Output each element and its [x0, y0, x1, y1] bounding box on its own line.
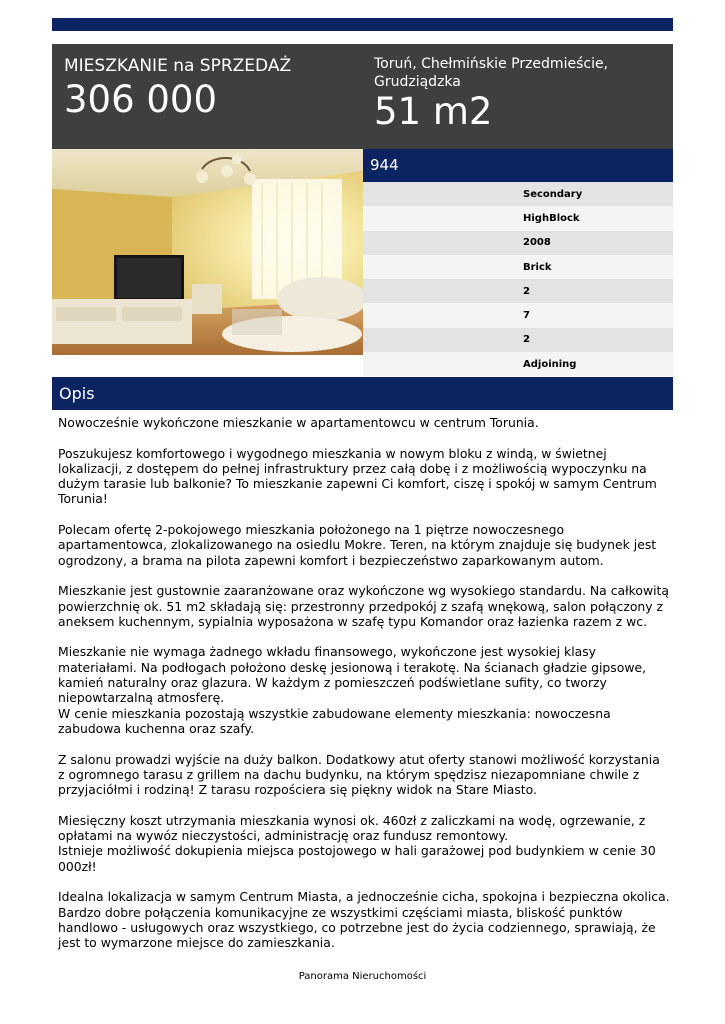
price: 306 000 [64, 78, 218, 121]
param-row [363, 182, 673, 206]
description-paragraph: Mieszkanie nie wymaga żadnego wkładu finansowego, wykończone jest wysokiej klasy materiałami. Na podłogach położono deskę jesionową i terakotę. Na ścianach gładzie gipsowe, kamień naturalny oraz glazura. W każdym z pomieszczeń podświetlane sufity, co tworzy niepowtarzalną atmosferę. W cenie mieszkania pozostają wszystkie zabudowane elementy mieszkania: nowoczesna zabudowa kuchenna oraz szafy. [58, 644, 647, 736]
property-photo [52, 149, 363, 355]
description-paragraph: Z salonu prowadzi wyjście na duży balkon. Dodatkowy atut oferty stanowi możliwość korzystania z ogromnego tarasu z grillem na dachu budynku, na którym spędzisz niezapomniane chwile z przyjaciółmi i rodziną! Z tarasu rozpościera się piękny widok na Stare Miasto. [58, 751, 660, 798]
description-paragraph: Idealna lokalizacja w samym Centrum Miasta, a jednocześnie cicha, spokojna i bezpieczna okolica. Bardzo dobre połączenia komunikacyjne ze wszystkimi częściami miasta, bliskość punktów handlowo - usługowych oraz wszystkiego, co potrzebne jest do życia codziennego, sprawiają, że jest to wymarzone miejsce do zamieszkania. [58, 889, 670, 951]
param-row [363, 206, 673, 230]
param-value: Secondary [523, 188, 583, 200]
param-row [363, 231, 673, 255]
param-value: Brick [523, 261, 552, 273]
param-value: 2 [523, 285, 530, 297]
header-left [64, 55, 354, 121]
description-paragraph: Polecam ofertę 2-pokojowego mieszkania położonego na 1 piętrze nowoczesnego apartamentowca, zlokalizowanego na osiedlu Mokre. Teren, na którym znajduje się budynek jest ogrodzony, a brama na pilota zapewni komfort i bezpieczeństwo zaparkowanym autom. [58, 522, 657, 568]
description-paragraph: Poszukujesz komfortowego i wygodnego mieszkania w nowym bloku z windą, w świetnej lokalizacji, z dostępem do pełnej infrastruktury przez całą dobę i z możliwością wypoczynku na dużym tarasie lub balkonie? To mieszkanie zapewni Ci komfort, ciszę i spokój w samym Centrum Torunia! [58, 445, 657, 507]
location: Toruń, Chełmińskie Przedmieście, Grudziądzka [374, 56, 609, 90]
param-value: 2 [523, 334, 530, 346]
description-paragraph: Nowocześnie wykończone mieszkanie w apartamentowcu w centrum Torunia. [58, 415, 539, 430]
param-value: HighBlock [523, 212, 580, 224]
top-accent-bar [52, 18, 673, 31]
param-value: Adjoining [523, 358, 577, 370]
section-title: Opis [52, 377, 673, 410]
area: 51 m2 [374, 90, 493, 133]
offer-type: MIESZKANIE na SPRZEDAŻ [64, 56, 292, 76]
param-value: 2008 [523, 237, 551, 249]
listing-header [52, 44, 673, 149]
params-table [363, 182, 673, 376]
description [58, 415, 670, 966]
param-row [363, 255, 673, 279]
header-right [374, 55, 664, 133]
description-paragraph: Miesięczny koszt utrzymania mieszkania wynosi ok. 460zł z zaliczkami na wodę, ogrzewanie, z opłatami na wywóz nieczystości, administrację oraz fundusz remontowy. Istnieje możliwość dokupienia miejsca postojowego w hali garażowej pod budynkiem w cenie 30 000zł! [58, 812, 656, 874]
param-value: 7 [523, 310, 530, 322]
param-row [363, 352, 673, 376]
param-row [363, 279, 673, 303]
description-paragraph: Mieszkanie jest gustownie zaaranżowane oraz wykończone wg wysokiego standardu. Na całkowitą powierzchnię ok. 51 m2 składają się: przestronny przedpokój z szafą wnękową, salon połączony z aneksem kuchennym, sypialnia wyposażona w szafę typu Komandor oraz łazienka razem z wc. [58, 583, 669, 629]
param-row [363, 328, 673, 352]
footer-agency: Panorama Nieruchomości [298, 971, 427, 982]
listing-id-bar: 944 [363, 149, 673, 182]
param-row [363, 303, 673, 327]
